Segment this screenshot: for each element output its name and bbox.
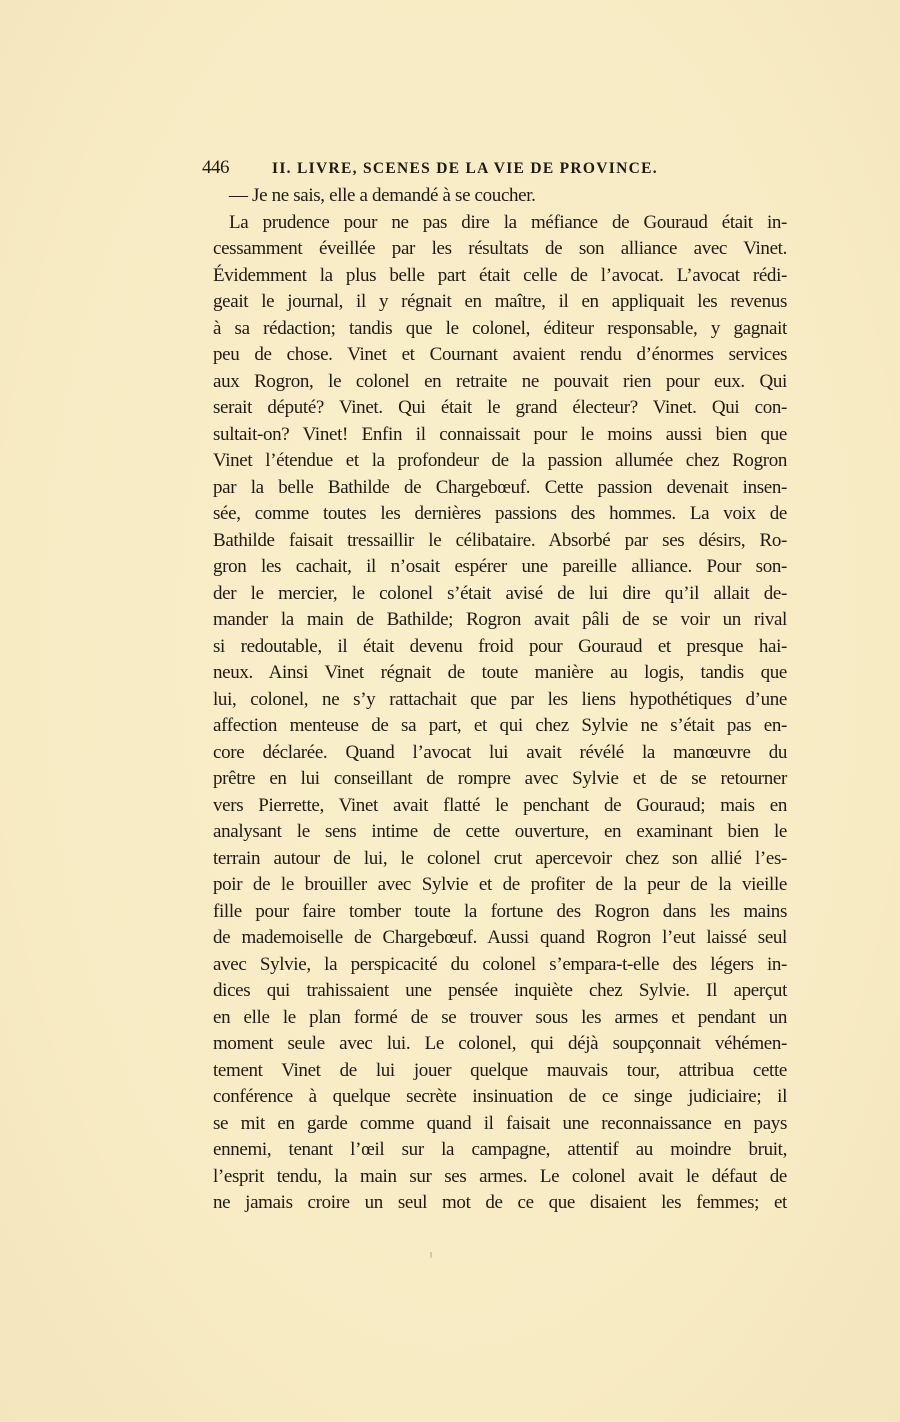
text-line: cessamment éveillée par les résultats de son alliance avec Vinet. [213,238,787,259]
text-line: moment seule avec lui. Le colonel, qui déjà soupçonnait véhémen- [213,1033,787,1054]
text-line: mander la main de Bathilde; Rogron avait pâli de se voir un rival [213,609,787,630]
text-line: ne jamais croire un seul mot de ce que disaient les femmes; et [213,1192,787,1213]
text-line: de mademoiselle de Chargebœuf. Aussi quand Rogron l’eut laissé seul [213,927,787,948]
text-line: terrain autour de lui, le colonel crut apercevoir chez son allié l’es- [213,847,787,869]
text-line: serait député? Vinet. Qui était le grand électeur? Vinet. Qui con- [213,397,787,418]
text-line: conférence à quelque secrète insinuation de ce singe judiciaire; il [213,1086,787,1107]
text-line: neux. Ainsi Vinet régnait de toute manière au logis, tandis que [213,662,787,683]
text-line: geait le journal, il y régnait en maître, il en appliquait les revenus [213,291,787,312]
text-line: prêtre en lui conseillant de rompre avec Sylvie et de se retourner [213,768,787,789]
paper-speck [430,1252,432,1258]
text-line: si redoutable, il était devenu froid pour Gouraud et presque hai- [213,635,787,657]
text-line: core déclarée. Quand l’avocat lui avait révélé la manœuvre du [213,741,787,763]
body-text [213,183,787,1217]
text-line: der le mercier, le colonel s’était avisé de lui dire qu’il allait de- [213,582,787,604]
text-line: par la belle Bathilde de Chargebœuf. Cette passion devenait insen- [213,476,787,498]
text-line: analysant le sens intime de cette ouverture, en examinant bien le [213,821,787,842]
text-line: La prudence pour ne pas dire la méfiance de Gouraud était in- [229,211,787,233]
text-line: Bathilde faisait tressaillir le célibataire. Absorbé par ses désirs, Ro- [213,529,787,551]
running-header [202,155,712,181]
page-number: 446 [202,157,229,178]
text-line: sée, comme toutes les dernières passions des hommes. La voix de [213,503,787,524]
text-line: vers Pierrette, Vinet avait flatté le penchant de Gouraud; mais en [213,794,787,816]
text-line: tement Vinet de lui jouer quelque mauvais tour, attribua cette [213,1059,787,1081]
text-line: dices qui trahissaient une pensée inquiète chez Sylvie. Il aperçut [213,980,787,1001]
text-line: aux Rogron, le colonel en retraite ne pouvait rien pour eux. Qui [213,370,787,392]
text-line: affection menteuse de sa part, et qui chez Sylvie ne s’était pas en- [213,715,787,736]
text-line: se mit en garde comme quand il faisait une reconnaissance en pays [213,1112,787,1134]
text-line: fille pour faire tomber toute la fortune des Rogron dans les mains [213,900,787,922]
text-line: en elle le plan formé de se trouver sous les armes et pendant un [213,1006,787,1028]
text-line: lui, colonel, ne s’y rattachait que par les liens hypothétiques d’une [213,688,787,710]
text-line: gron les cachait, il n’osait espérer une pareille alliance. Pour son- [213,556,787,577]
text-line: avec Sylvie, la perspicacité du colonel s’empara-t-elle des légers in- [213,953,787,975]
text-line: Vinet l’étendue et la profondeur de la passion allumée chez Rogron [213,450,787,471]
text-line: Évidemment la plus belle part était celle de l’avocat. L’avocat rédi- [213,264,787,286]
text-line: à sa rédaction; tandis que le colonel, éditeur responsable, y gagnait [213,317,787,339]
text-line: peu de chose. Vinet et Cournant avaient rendu d’énormes services [213,344,787,365]
text-line: ennemi, tenant l’œil sur la campagne, attentif au moindre bruit, [213,1139,787,1160]
running-title: II. LIVRE, SCENES DE LA VIE DE PROVINCE. [272,160,658,177]
text-line: — Je ne sais, elle a demandé à se coucher. [229,185,536,206]
text-line: l’esprit tendu, la main sur ses armes. Le colonel avait le défaut de [213,1165,787,1187]
text-line: sultait-on? Vinet! Enfin il connaissait pour le moins aussi bien que [213,423,787,445]
text-line: poir de le brouiller avec Sylvie et de profiter de la peur de la vieille [213,874,787,895]
